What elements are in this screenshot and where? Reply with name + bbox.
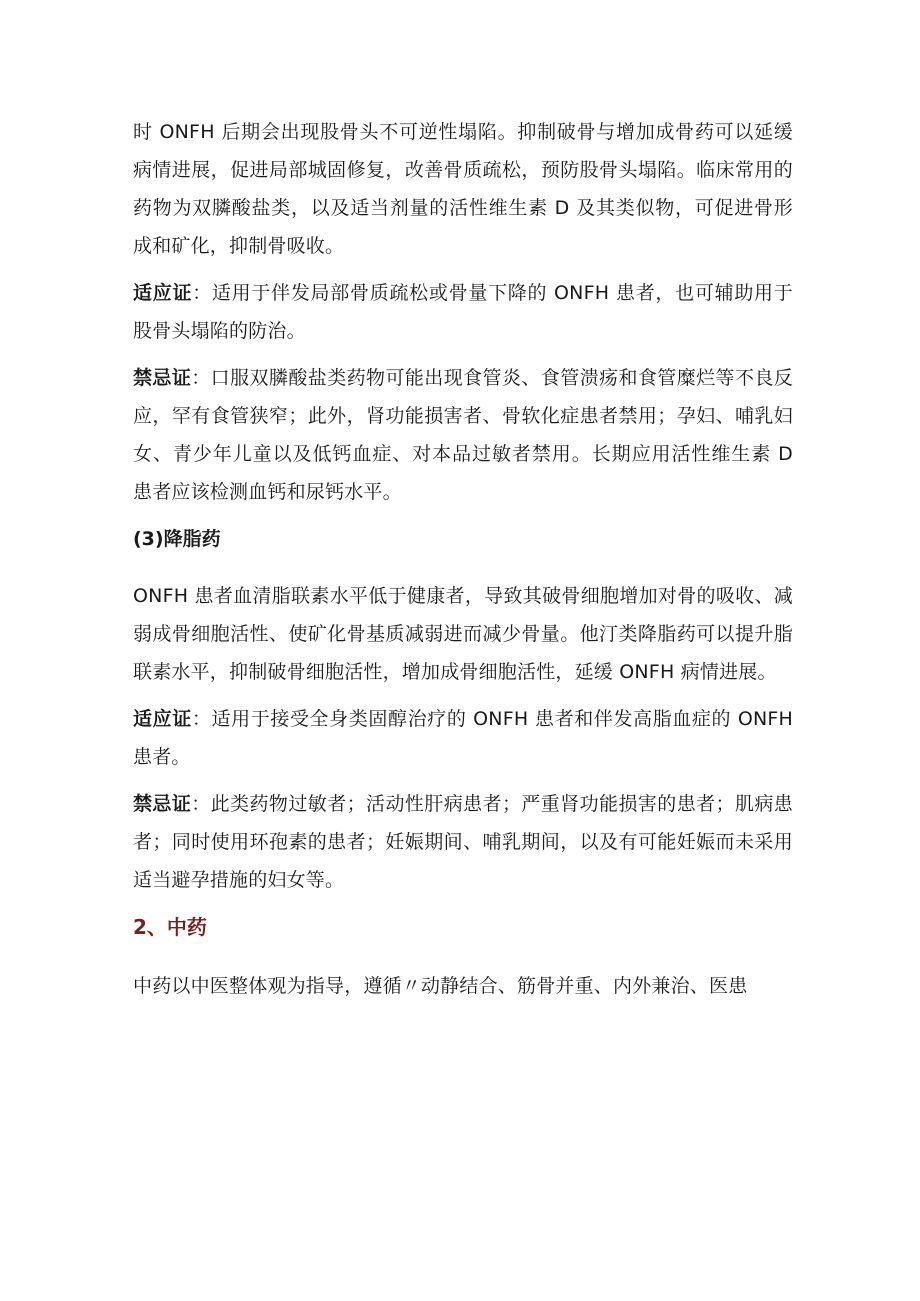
document-page (133, 113, 793, 1014)
indication-label: 适应证 (133, 708, 192, 730)
paragraph-lipid-drugs: ONFH 患者血清脂联素水平低于健康者，导致其破骨细胞增加对骨的吸收、减弱成骨细胞活性、使矿化骨基质减弱进而减少骨量。他汀类降脂药可以提升脂联素水平，抑制破骨细胞活性，增加成骨细胞活性，延缓 ONFH 病情进展。 (133, 585, 793, 683)
indication-text: ：适用于接受全身类固醇治疗的 ONFH 患者和伴发高脂血症的 ONFH 患者。 (133, 708, 793, 768)
paragraph-bone-drugs: 时 ONFH 后期会出现股骨头不可逆性塌陷。抑制破骨与增加成骨药可以延缓病情进展，促进局部城固修复，改善骨质疏松，预防股骨头塌陷。临床常用的药物为双膦酸盐类，以及适当剂量的活性维生素 D 及其类似物，可促进骨形成和矿化，抑制骨吸收。 (133, 121, 793, 257)
indication-label: 适应证 (133, 282, 193, 304)
contraindication-paragraph-2 (133, 785, 793, 899)
contraindication-text: ：此类药物过敏者；活动性肝病患者；严重肾功能损害的患者；肌病患者；同时使用环孢素的患者；妊娠期间、哺乳期间，以及有可能妊娠而未采用适当避孕措施的妇女等。 (133, 793, 794, 891)
paragraph-tcm: 中药以中医整体观为指导，遵循〃动静结合、筋骨并重、内外兼治、医患 (133, 975, 748, 997)
section-heading-tcm: 2、中药 (133, 915, 207, 939)
indication-paragraph-1 (133, 274, 793, 350)
subheading-lipid-drugs: (3)降脂药 (133, 528, 221, 550)
contraindication-paragraph-1 (133, 359, 793, 511)
contraindication-text: ：口服双膦酸盐类药物可能出现食管炎、食管溃疡和食管糜烂等不良反应，罕有食管狭窄；此外，肾功能损害者、骨软化症患者禁用；孕妇、哺乳妇女、青少年儿童以及低钙血症、对本品过敏者禁用。长期应用活性维生素 D 患者应该检测血钙和尿钙水平。 (133, 367, 794, 503)
indication-paragraph-2 (133, 700, 793, 776)
indication-text: ：适用于伴发局部骨质疏松或骨量下降的 ONFH 患者，也可辅助用于股骨头塌陷的防治。 (133, 282, 793, 342)
contraindication-label: 禁忌证 (133, 793, 192, 815)
contraindication-label: 禁忌证 (133, 367, 192, 389)
